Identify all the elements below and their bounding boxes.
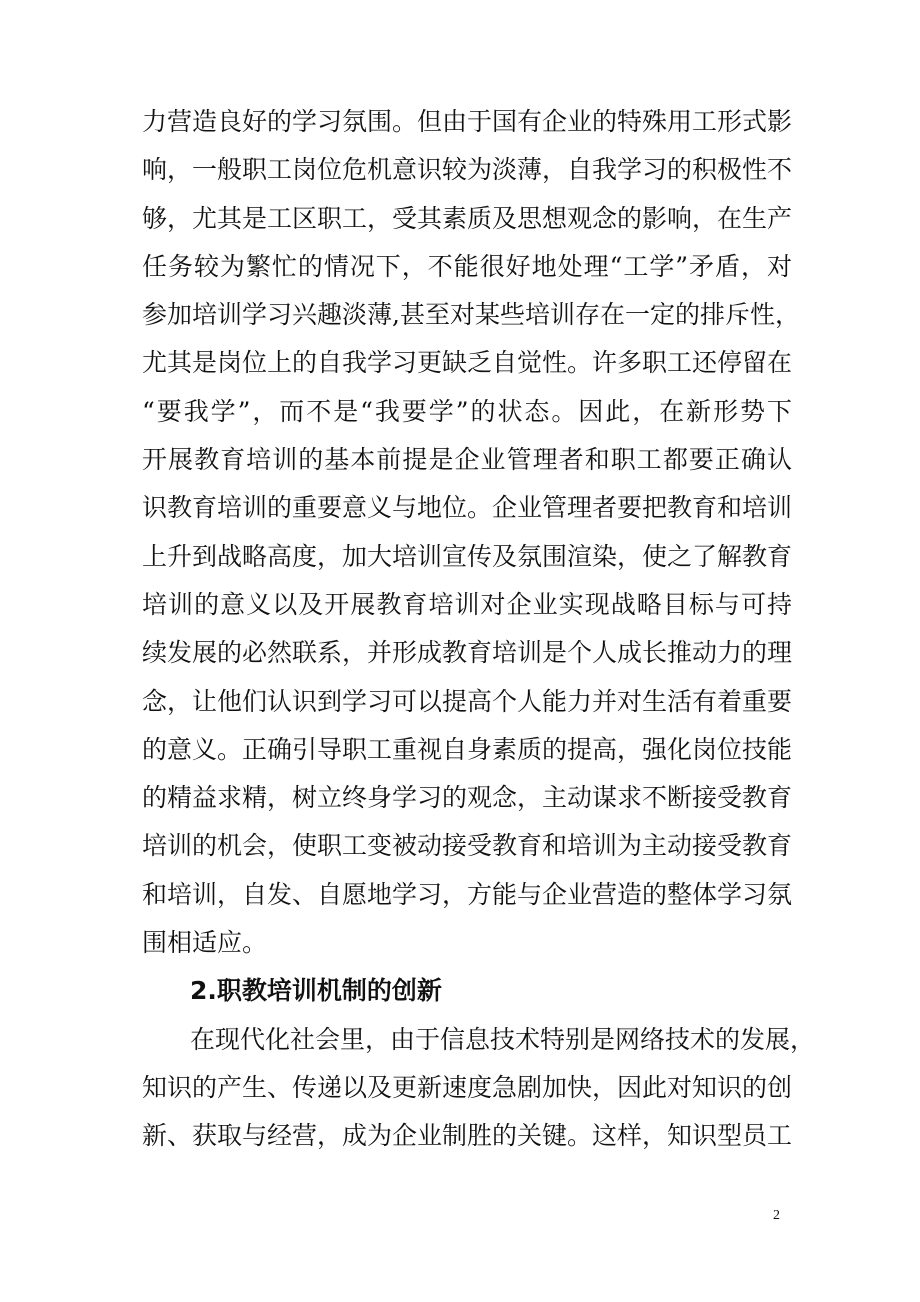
paragraph-line: 开展教育培训的基本前提是企业管理者和职工都要正确认 [142,445,792,475]
paragraph-last-line: 围相适应。 [142,928,268,958]
paragraph-line: 续发展的必然联系，并形成教育培训是个人成长推动力的理 [142,638,793,668]
body-text [142,98,816,1161]
paragraph-line: 上升到战略高度，加大培训宣传及氛围渲染，使之了解教育 [142,541,793,571]
page-number: 2 [773,1208,780,1223]
paragraph-line: “要我学”，而不是“我要学”的状态。因此，在新形势下 [142,396,792,426]
paragraph-line: 的精益求精，树立终身学习的观念，主动谋求不断接受教育 [142,783,793,813]
paragraph-line: 和培训，自发、自愿地学习，方能与企业营造的整体学习氛 [142,879,793,909]
paragraph-line: 念，让他们认识到学习可以提高个人能力并对生活有着重要 [142,686,793,716]
paragraph-line: 知识的产生、传递以及更新速度急剧加快，因此对知识的创 [142,1072,793,1102]
paragraph-line: 尤其是岗位上的自我学习更缺乏自觉性。许多职工还停留在 [142,348,793,378]
paragraph-line: 的意义。正确引导职工重视自身素质的提高，强化岗位技能 [142,734,793,764]
paragraph-line: 识教育培训的重要意义与地位。企业管理者要把教育和培训 [142,493,793,523]
paragraph-line: 够，尤其是工区职工，受其素质及思想观念的影响，在生产 [142,203,793,233]
section-heading: 2.职教培训机制的创新 [190,976,442,1006]
paragraph-line: 培训的机会，使职工变被动接受教育和培训为主动接受教育 [142,831,793,861]
paragraph-line: 培训的意义以及开展教育培训对企业实现战略目标与可持 [142,589,792,619]
paragraph-line: 新、获取与经营，成为企业制胜的关键。这样，知识型员工 [142,1121,793,1151]
paragraph-line: 参加培训学习兴趣淡薄,甚至对某些培训存在一定的排斥性， [142,300,800,330]
paragraph-line: 任务较为繁忙的情况下，不能很好地处理“工学”矛盾，对 [142,251,792,281]
paragraph-first-line: 在现代化社会里，由于信息技术特别是网络技术的发展， [190,1024,816,1054]
paragraph-line: 响，一般职工岗位危机意识较为淡薄，自我学习的积极性不 [142,155,793,185]
paragraph-line: 力营造良好的学习氛围。但由于国有企业的特殊用工形式影 [142,107,793,136]
